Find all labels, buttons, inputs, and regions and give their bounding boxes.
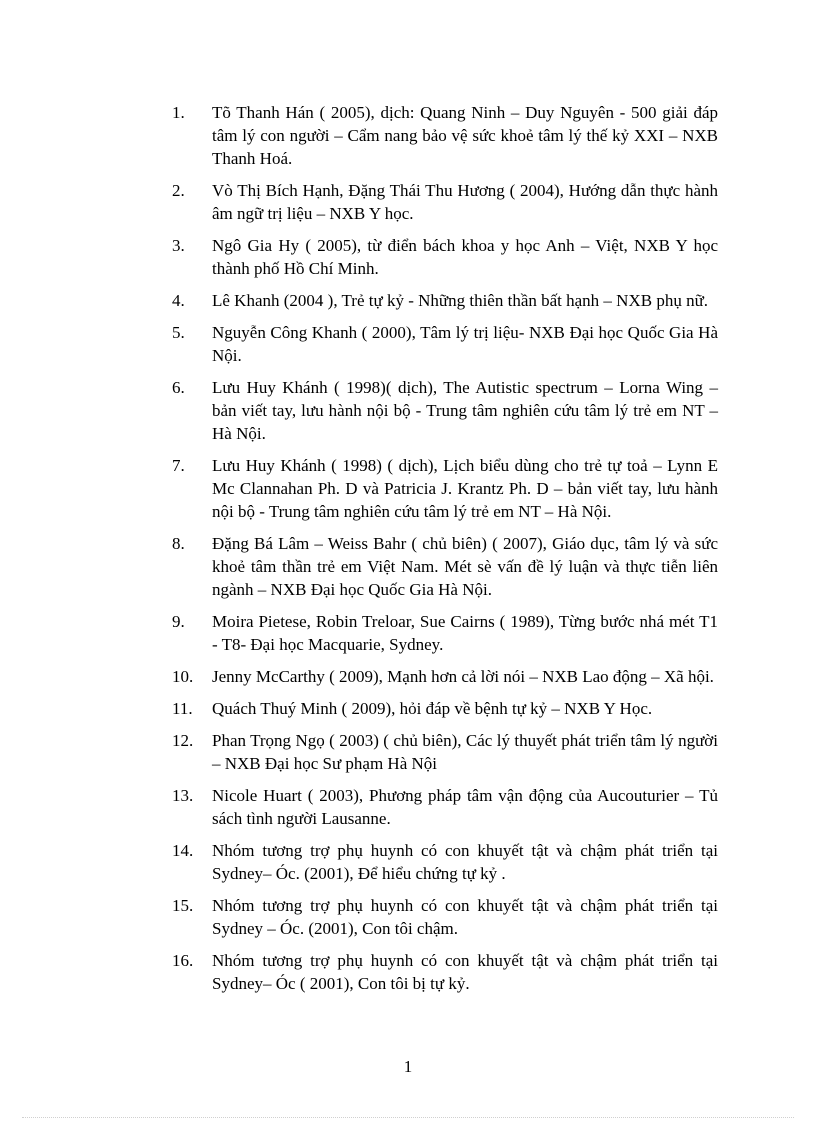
reference-item xyxy=(172,101,718,170)
reference-number: 9. xyxy=(172,612,185,631)
reference-text: Đặng Bá Lâm – Weiss Bahr ( chủ biên) ( 2007), Giáo dục, tâm lý và sức khoẻ tâm thần trẻ em Việt Nam. Mét sè vấn đề lý luận và thực tiễn liên ngành – NXB Đại học Quốc Gia Hà Nội. xyxy=(212,534,718,599)
reference-text: Nguyễn Công Khanh ( 2000), Tâm lý trị liệu- NXB Đại học Quốc Gia Hà Nội. xyxy=(212,323,718,365)
reference-item xyxy=(172,894,718,940)
reference-number: 2. xyxy=(172,181,185,200)
reference-item xyxy=(172,839,718,885)
page-number: 1 xyxy=(403,1057,413,1076)
reference-number: 4. xyxy=(172,291,185,310)
reference-text: Lưu Huy Khánh ( 1998)( dịch), The Autistic spectrum – Lorna Wing – bản viết tay, lưu hành nội bộ - Trung tâm nghiên cứu tâm lý trẻ em NT – Hà Nội. xyxy=(212,378,718,443)
reference-number: 10. xyxy=(172,667,194,686)
reference-item xyxy=(172,532,718,601)
reference-number: 14. xyxy=(172,841,194,860)
reference-text: Lưu Huy Khánh ( 1998) ( dịch), Lịch biểu dùng cho trẻ tự toả – Lynn E Mc Clannahan Ph. D và Patricia J. Krantz Ph. D – bản viết tay, lưu hành nội bộ - Trung tâm nghiên cứu tâm lý trẻ em NT – Hà Nội. xyxy=(212,456,718,521)
reference-item xyxy=(172,610,718,656)
reference-text: Nhóm tương trợ phụ huynh có con khuyết tật và chậm phát triển tại Sydney – Óc. (2001), Con tôi chậm. xyxy=(212,896,718,938)
reference-item xyxy=(172,321,718,367)
reference-number: 13. xyxy=(172,786,194,805)
reference-number: 7. xyxy=(172,456,185,475)
reference-text: Moira Pietese, Robin Treloar, Sue Cairns ( 1989), Từng bước nhá mét T1 - T8- Đại học Macquarie, Sydney. xyxy=(212,612,718,654)
reference-number: 8. xyxy=(172,534,185,553)
reference-text: Vò Thị Bích Hạnh, Đặng Thái Thu Hương ( 2004), Hướng dẫn thực hành âm ngữ trị liệu – NXB Y học. xyxy=(212,181,718,223)
reference-number: 5. xyxy=(172,323,185,342)
reference-item xyxy=(172,234,718,280)
reference-text: Tõ Thanh Hán ( 2005), dịch: Quang Ninh – Duy Nguyên - 500 giải đáp tâm lý con người – Cẩm nang bảo vệ sức khoẻ tâm lý thế kỷ XXI – NXB Thanh Hoá. xyxy=(212,103,718,168)
reference-number: 15. xyxy=(172,896,194,915)
reference-number: 11. xyxy=(172,699,193,718)
reference-text: Nhóm tương trợ phụ huynh có con khuyết tật và chậm phát triển tại Sydney– Óc ( 2001), Con tôi bị tự kỷ. xyxy=(212,951,718,993)
reference-text: Phan Trọng Ngọ ( 2003) ( chủ biên), Các lý thuyết phát triển tâm lý người – NXB Đại học Sư phạm Hà Nội xyxy=(212,731,718,773)
page-bottom-divider xyxy=(22,1117,794,1118)
reference-text: Nhóm tương trợ phụ huynh có con khuyết tật và chậm phát triển tại Sydney– Óc. (2001), Để hiểu chứng tự kỷ . xyxy=(212,841,718,883)
reference-number: 12. xyxy=(172,731,194,750)
reference-text: Lê Khanh (2004 ), Trẻ tự kỷ - Những thiên thần bất hạnh – NXB phụ nữ. xyxy=(212,291,709,310)
reference-text: Jenny McCarthy ( 2009), Mạnh hơn cả lời nói – NXB Lao động – Xã hội. xyxy=(212,667,714,686)
reference-item xyxy=(172,454,718,523)
reference-number: 3. xyxy=(172,236,185,255)
reference-item xyxy=(172,376,718,445)
reference-item xyxy=(172,697,718,720)
reference-list xyxy=(172,101,718,1004)
reference-text: Ngô Gia Hy ( 2005), từ điển bách khoa y học Anh – Việt, NXB Y học thành phố Hồ Chí Minh. xyxy=(212,236,718,278)
reference-item xyxy=(172,665,718,688)
reference-number: 16. xyxy=(172,951,194,970)
reference-item xyxy=(172,179,718,225)
reference-item xyxy=(172,289,718,312)
reference-item xyxy=(172,729,718,775)
reference-text: Quách Thuý Minh ( 2009), hỏi đáp về bệnh tự kỷ – NXB Y Học. xyxy=(212,699,653,718)
reference-text: Nicole Huart ( 2003), Phương pháp tâm vận động của Aucouturier – Tủ sách tình người Lausanne. xyxy=(212,786,718,828)
reference-item xyxy=(172,784,718,830)
reference-number: 6. xyxy=(172,378,185,397)
reference-number: 1. xyxy=(172,103,185,122)
reference-item xyxy=(172,949,718,995)
